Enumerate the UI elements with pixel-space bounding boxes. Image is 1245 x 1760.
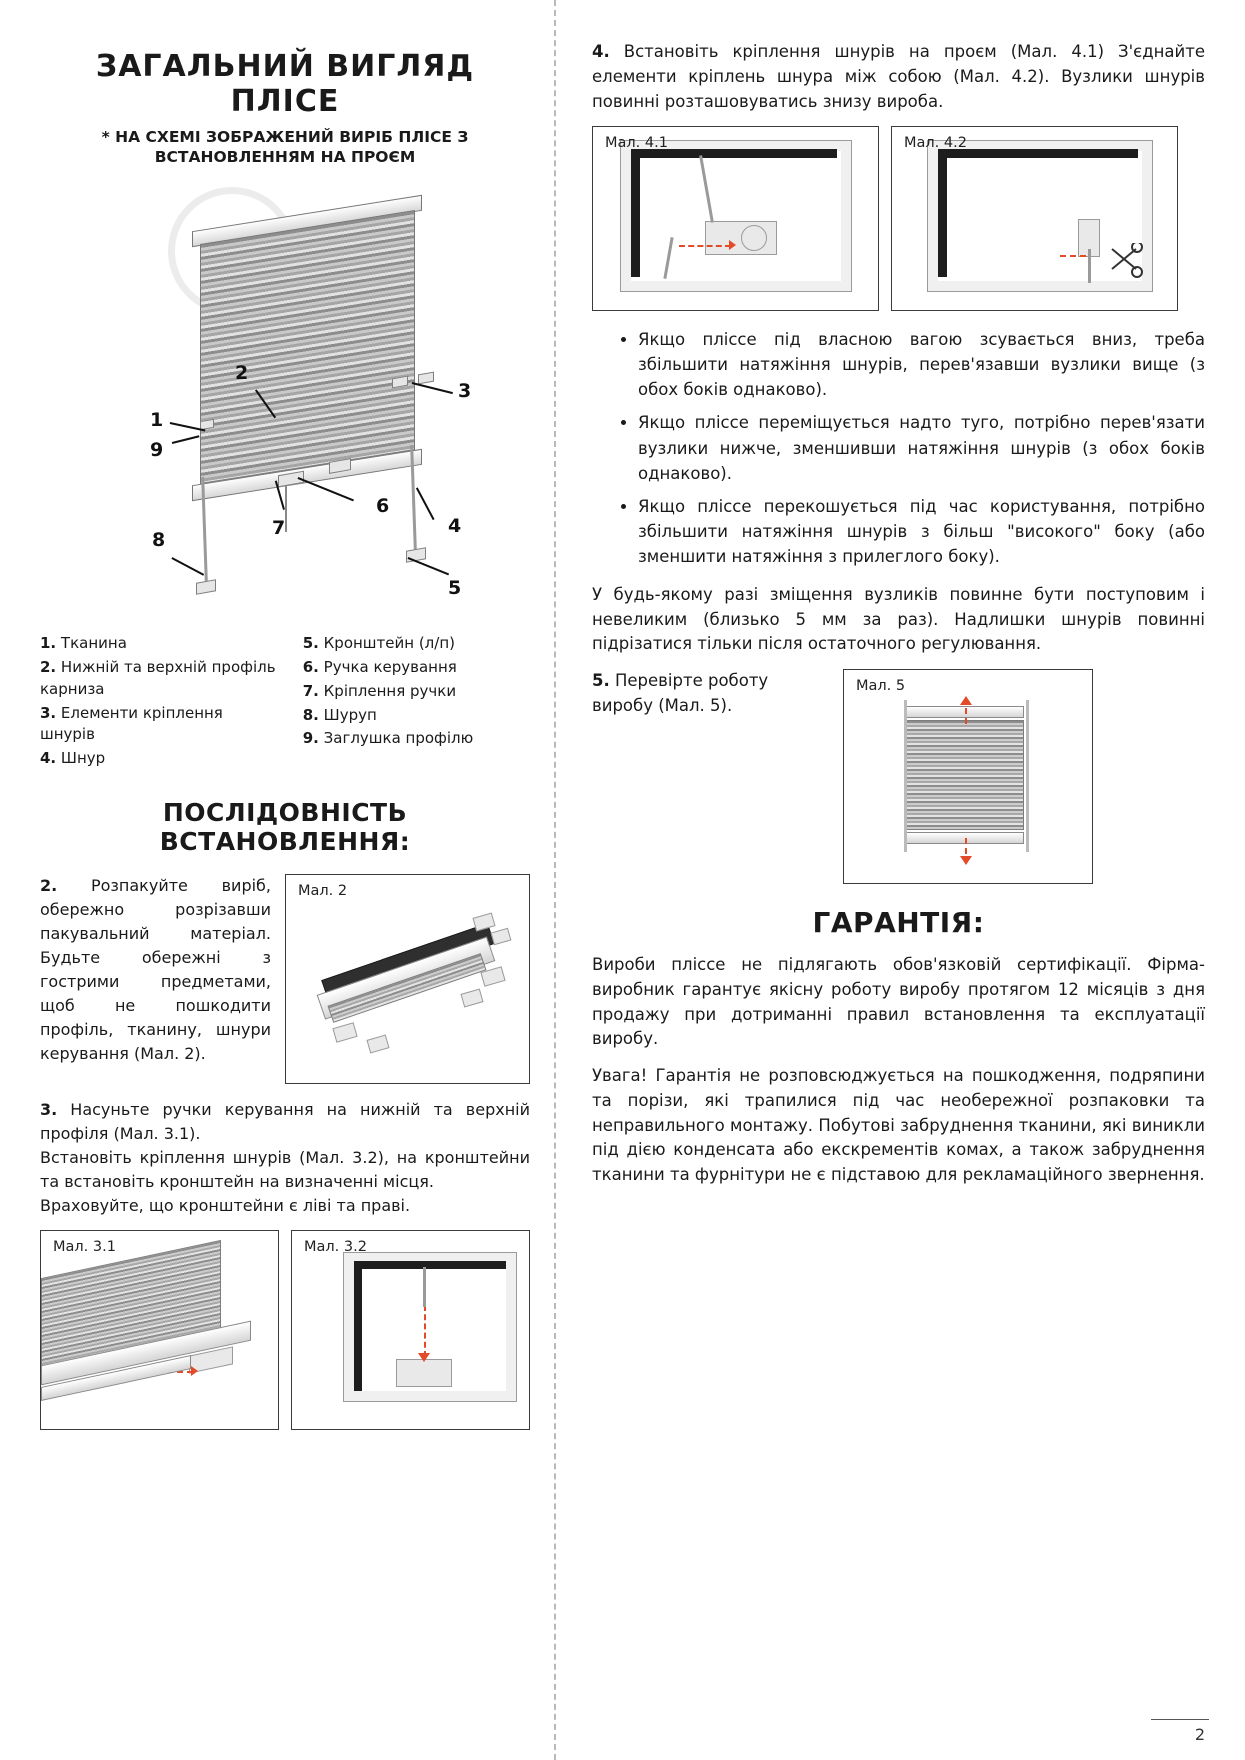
list-item [303, 705, 530, 727]
callout-9: 9 [150, 439, 164, 462]
pleated-fabric [200, 210, 415, 484]
page-subtitle: * НА СХЕМІ ЗОБРАЖЕНИЙ ВИРІБ ПЛІСЕ З ВСТАНОВЛЕННЯМ НА ПРОЄМ [101, 128, 469, 167]
legend-number: 6. [302, 658, 319, 677]
footer-divider [1151, 1719, 1209, 1720]
leader-line-8 [172, 557, 204, 575]
list-item [303, 681, 530, 703]
movement-line-down [965, 838, 967, 854]
step-4-body: Встановіть кріплення шнурів на проєм (Мал. 4.1) З'єднайте елементи кріплень шнура між собою (Мал. 4.2). Вузлики шнурів повинні розташовуватись знизу виробa. [592, 42, 1205, 111]
accessory-1 [472, 912, 495, 931]
legend-number: 7. [302, 681, 319, 700]
legend-label: Заглушка профілю [323, 729, 474, 748]
assembly-direction-arrow [191, 1366, 198, 1376]
cord-bracket [396, 1359, 452, 1387]
list-item: • Якщо пліссе перекошується під час користування, потрібно збільшити натяжіння шнурів з більш "високого" боку (або зменшити натяжіння з прилеглого боку). [638, 494, 1205, 569]
left-column [0, 0, 560, 1760]
warranty-title: ГАРАНТІЯ: [812, 906, 985, 940]
step-3-body-2: Встановіть кріплення шнурів (Мал. 3.2), на кронштейни та встановіть кронштейн на визначенні місця. [40, 1147, 530, 1191]
callout-8: 8 [152, 529, 166, 552]
step-2-row [40, 874, 530, 1084]
window-seal-top [354, 1261, 506, 1269]
list-item [40, 633, 277, 655]
fabric-check [906, 720, 1024, 830]
window-seal-left [354, 1261, 362, 1391]
accessory-5 [332, 1022, 357, 1042]
movement-arrow-down [960, 856, 972, 865]
cord-fixing-element-2 [418, 372, 434, 385]
figure-2-label: Мал. 2 [298, 882, 348, 899]
legend-label: Кронштейн (л/п) [323, 634, 455, 653]
cord-line [1088, 249, 1091, 283]
legend-label: Тканина [60, 634, 127, 653]
scissors-icon [1106, 243, 1146, 283]
legend-number: 9. [302, 729, 319, 748]
callout-4: 4 [448, 515, 462, 538]
callout-2: 2 [235, 362, 249, 385]
callout-6: 6 [376, 495, 390, 518]
install-direction-arrow [729, 240, 736, 250]
window-frame [621, 141, 851, 291]
figures-3-row [40, 1230, 530, 1430]
legend-label: Ручка керування [323, 658, 457, 677]
installation-sequence-title: ПОСЛІДОВНІСТЬ ВСТАНОВЛЕННЯ: [159, 797, 411, 856]
cord-alignment-line [424, 1305, 426, 1357]
callout-3: 3 [458, 380, 472, 403]
list-item [303, 728, 530, 750]
list-item [40, 703, 277, 747]
list-item: • Якщо пліссе переміщується надто туго, потрібно перев'язати вузлики нижче, зменшивши натяжіння шнурів (з обох боків однаково). [638, 410, 1205, 485]
figure-4-2-label: Мал. 4.2 [904, 135, 967, 152]
step-2-number: 2. [40, 875, 58, 895]
install-direction-line [679, 245, 731, 247]
window-seal-left [938, 149, 947, 277]
leader-line-5 [408, 557, 449, 575]
figure-3-2-label: Мал. 3.2 [304, 1238, 367, 1255]
step-5-body: Перевірте роботу виробу (Мал. 5). [592, 671, 769, 715]
legend-label: Шуруп [323, 705, 377, 724]
list-item: • Якщо пліссе під власною вагою зсувається вниз, треба збільшити натяжіння шнурів, перев'язавши вузлики вище (з обох боків однаково). [638, 327, 1205, 402]
list-item [40, 748, 277, 770]
figure-4-1 [592, 126, 879, 311]
step-5-row [592, 669, 1205, 884]
step-5-text [592, 669, 827, 719]
legend-label: Нижній та верхній профіль карниза [40, 658, 276, 698]
cord-alignment-arrow [418, 1353, 430, 1362]
figure-2 [285, 874, 530, 1084]
callout-1: 1 [150, 409, 164, 432]
left-guide-cord [904, 700, 907, 852]
cord-line [423, 1267, 426, 1307]
accessory-4 [460, 988, 483, 1007]
product-overview-diagram [40, 177, 530, 627]
window-seal-top [938, 149, 1138, 158]
step-4-text [592, 40, 1205, 114]
leader-line-6 [298, 477, 354, 501]
legend-number: 4. [40, 749, 57, 768]
callout-7: 7 [272, 517, 286, 540]
bracket-left [196, 580, 216, 596]
figure-3-1 [40, 1230, 279, 1430]
step-2-text [40, 874, 271, 1066]
page-title: ЗАГАЛЬНИЙ ВИГЛЯД ПЛІСЕ [95, 49, 475, 119]
step-3-text [40, 1098, 530, 1218]
figure-4-1-label: Мал. 4.1 [605, 135, 668, 152]
legend-number: 2. [40, 658, 57, 677]
step-2-body: Розпакуйте виріб, обережно розрізавши пакувальний матеріал. Будьте обережні з гострими предметами, щоб не пошкодити профіль, тканину, шнури керування (Мал. 2). [40, 875, 271, 1063]
right-column [560, 0, 1245, 1760]
figures-4-row [592, 126, 1205, 311]
callout-5: 5 [448, 577, 462, 600]
accessory-2 [491, 928, 512, 945]
legend-number: 3. [40, 703, 57, 722]
leader-line-9 [172, 436, 200, 444]
figure-3-1-label: Мал. 3.1 [53, 1238, 116, 1255]
legend-column-left [40, 633, 277, 772]
figure-4-2 [891, 126, 1178, 311]
leader-line-3 [412, 382, 453, 394]
cut-indicator [1060, 255, 1086, 257]
legend-label: Шнур [60, 749, 106, 768]
movement-line-up [965, 708, 967, 724]
adjustment-note: У будь-якому разі зміщення вузликів повинне бути поступовим і невеликим (близько 5 мм за раз). Надлишки шнурів повинні підрізатися тільки після остаточного регулювання. [592, 584, 1205, 654]
page-number: 2 [1194, 1725, 1205, 1744]
legend-number: 1. [40, 634, 57, 653]
warranty-paragraph-1: Вироби пліссе не підлягають обов'язковій сертифікації. Фірма-виробник гарантує якісну роботу виробу протягом 12 місяців з дня продажу при дотриманні правил встановлення та експлуатації виробу. [592, 955, 1205, 1049]
step-3-body-1: Насуньте ручки керування на нижній та верхній профіля (Мал. 3.1). [40, 1099, 530, 1143]
legend-number: 5. [302, 634, 319, 653]
window-seal-left [631, 149, 640, 277]
step-5-number: 5. [592, 671, 610, 691]
warranty-paragraph-2: Увага! Гарантія не розповсюджується на пошкодження, подряпини та порізи, які трапилися під час необережної розпаковки та неправильного монтажу. Побутові забруднення тканини, які виникли під дією конденсата або екскрементів комах, а також забруднення тканини та фурнітури не є підставою для рекламаційного звернення. [592, 1066, 1205, 1185]
legend [40, 633, 530, 772]
right-guide-cord [1026, 700, 1029, 852]
adjustment-tips-list [592, 327, 1205, 569]
column-divider [554, 0, 556, 1760]
accessory-6 [366, 1034, 389, 1053]
figure-5 [843, 669, 1093, 884]
list-item [40, 657, 277, 701]
movement-arrow-up [960, 696, 972, 705]
step-3-body-3: Враховуйте, що кронштейни є ліві та праві. [40, 1195, 411, 1215]
legend-number: 8. [302, 705, 319, 724]
leader-line-4 [416, 488, 434, 520]
step-3-number: 3. [40, 1099, 58, 1119]
step-4-number: 4. [592, 42, 610, 61]
list-item [303, 633, 530, 655]
figure-5-label: Мал. 5 [856, 678, 906, 695]
legend-column-right [303, 633, 530, 772]
list-item [303, 657, 530, 679]
legend-label: Елементи кріплення шнурів [40, 703, 223, 744]
legend-label: Кріплення ручки [323, 681, 457, 700]
figure-3-2 [291, 1230, 530, 1430]
